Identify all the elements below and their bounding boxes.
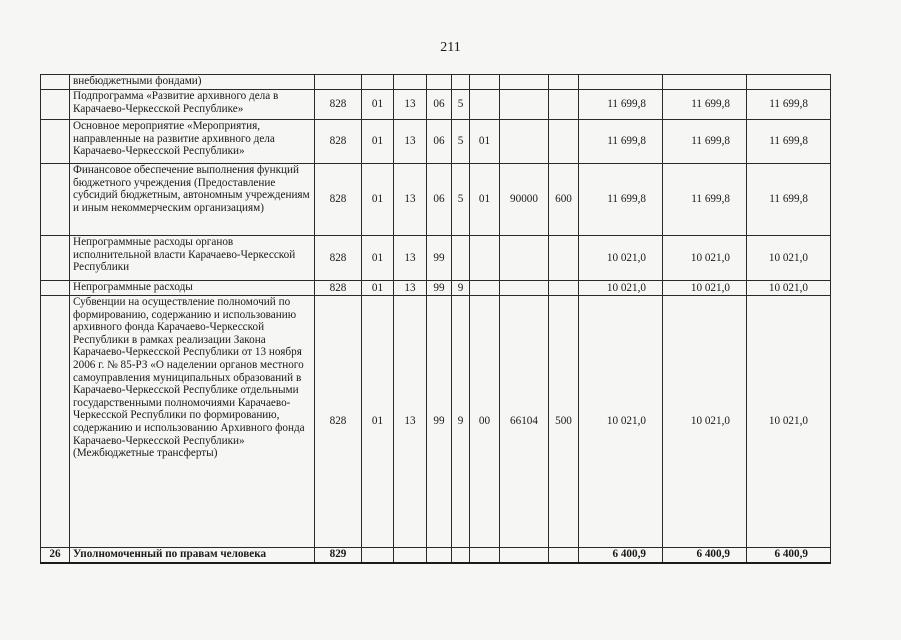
- section-code: [362, 75, 394, 90]
- subprogram-code: 5: [452, 120, 470, 164]
- page-number: 211: [440, 40, 461, 55]
- amount-year-1: [579, 75, 663, 90]
- expense-type-code: [549, 548, 579, 563]
- expense-type-code: [549, 281, 579, 296]
- amount-year-1: 10 021,0: [579, 236, 663, 281]
- event-code: [470, 281, 500, 296]
- subsection-code: 13: [394, 296, 427, 548]
- row-number: [41, 120, 70, 164]
- amount-year-2: 11 699,8: [663, 164, 747, 236]
- row-number: [41, 236, 70, 281]
- amount-year-3: [747, 75, 831, 90]
- row-name: Субвенции на осуществление полномочий по формированию, содержанию и использованию архивного фонда Карачаево-Черкесской Республики в рамках реализации Закона Карачаево-Черкесской Республики от 13 ноября 2006 г. № 85-РЗ «О наделении органов местного самоуправления муниципальных образований в Карачаево-Черкесской Республике отдельными государственными полномочиями Карачаево-Черкесской Республики по формированию, содержанию и использованию Архивного фонда Карачаево-Черкесской Республики» (Межбюджетные трансферты): [70, 296, 315, 548]
- subprogram-code: 5: [452, 164, 470, 236]
- direction-code: [500, 281, 549, 296]
- row-number: [41, 281, 70, 296]
- subprogram-code: 9: [452, 281, 470, 296]
- event-code: 01: [470, 164, 500, 236]
- amount-year-3: 11 699,8: [747, 164, 831, 236]
- expense-type-code: [549, 90, 579, 120]
- grbs-code: 828: [315, 281, 362, 296]
- amount-year-2: 11 699,8: [663, 120, 747, 164]
- grbs-code: 828: [315, 296, 362, 548]
- event-code: 00: [470, 296, 500, 548]
- row-number: [41, 75, 70, 90]
- subprogram-code: 9: [452, 296, 470, 548]
- grbs-code: 828: [315, 90, 362, 120]
- expense-type-code: [549, 236, 579, 281]
- program-code: [427, 548, 452, 563]
- budget-table: [40, 74, 831, 564]
- program-code: 99: [427, 281, 452, 296]
- program-code: 99: [427, 236, 452, 281]
- row-name: Непрограммные расходы органов исполнительной власти Карачаево-Черкесской Республики: [70, 236, 315, 281]
- amount-year-3: 11 699,8: [747, 120, 831, 164]
- table-row: [41, 75, 831, 90]
- amount-year-1: 6 400,9: [579, 548, 663, 563]
- amount-year-3: 6 400,9: [747, 548, 831, 563]
- direction-code: 90000: [500, 164, 549, 236]
- section-code: 01: [362, 90, 394, 120]
- amount-year-2: 11 699,8: [663, 90, 747, 120]
- program-code: 06: [427, 120, 452, 164]
- program-code: 99: [427, 296, 452, 548]
- expense-type-code: [549, 120, 579, 164]
- amount-year-3: 10 021,0: [747, 236, 831, 281]
- grbs-code: 829: [315, 548, 362, 563]
- subprogram-code: [452, 548, 470, 563]
- program-code: 06: [427, 164, 452, 236]
- table-row-total: [41, 548, 831, 563]
- table-row: [41, 281, 831, 296]
- expense-type-code: 500: [549, 296, 579, 548]
- row-name: Подпрограмма «Развитие архивного дела в Карачаево-Черкесской Республике»: [70, 90, 315, 120]
- row-number: [41, 164, 70, 236]
- direction-code: [500, 75, 549, 90]
- event-code: [470, 90, 500, 120]
- section-code: 01: [362, 164, 394, 236]
- row-number: [41, 90, 70, 120]
- amount-year-2: 10 021,0: [663, 296, 747, 548]
- amount-year-1: 11 699,8: [579, 164, 663, 236]
- subsection-code: 13: [394, 90, 427, 120]
- amount-year-1: 11 699,8: [579, 120, 663, 164]
- subsection-code: 13: [394, 281, 427, 296]
- expense-type-code: 600: [549, 164, 579, 236]
- event-code: [470, 236, 500, 281]
- row-number: [41, 296, 70, 548]
- direction-code: [500, 120, 549, 164]
- expense-type-code: [549, 75, 579, 90]
- row-name: Уполномоченный по правам человека: [70, 548, 315, 563]
- row-name: Финансовое обеспечение выполнения функций бюджетного учреждения (Предоставление субсидий бюджетным, автономным учреждениям и иным некоммерческим организациям): [70, 164, 315, 236]
- subsection-code: 13: [394, 164, 427, 236]
- subprogram-code: [452, 236, 470, 281]
- grbs-code: 828: [315, 120, 362, 164]
- amount-year-2: [663, 75, 747, 90]
- table-row: [41, 164, 831, 236]
- amount-year-3: 10 021,0: [747, 296, 831, 548]
- row-number: 26: [41, 548, 70, 563]
- amount-year-1: 10 021,0: [579, 296, 663, 548]
- event-code: 01: [470, 120, 500, 164]
- amount-year-2: 10 021,0: [663, 236, 747, 281]
- program-code: [427, 75, 452, 90]
- grbs-code: 828: [315, 236, 362, 281]
- amount-year-1: 10 021,0: [579, 281, 663, 296]
- row-name: внебюджетными фондами): [70, 75, 315, 90]
- section-code: 01: [362, 296, 394, 548]
- grbs-code: 828: [315, 164, 362, 236]
- table-row: [41, 120, 831, 164]
- amount-year-1: 11 699,8: [579, 90, 663, 120]
- table-row: [41, 236, 831, 281]
- event-code: [470, 75, 500, 90]
- direction-code: [500, 90, 549, 120]
- subsection-code: 13: [394, 236, 427, 281]
- row-name: Непрограммные расходы: [70, 281, 315, 296]
- direction-code: 66104: [500, 296, 549, 548]
- direction-code: [500, 548, 549, 563]
- program-code: 06: [427, 90, 452, 120]
- event-code: [470, 548, 500, 563]
- direction-code: [500, 236, 549, 281]
- section-code: [362, 548, 394, 563]
- amount-year-3: 10 021,0: [747, 281, 831, 296]
- subprogram-code: [452, 75, 470, 90]
- subsection-code: 13: [394, 120, 427, 164]
- section-code: 01: [362, 281, 394, 296]
- subsection-code: [394, 548, 427, 563]
- amount-year-2: 6 400,9: [663, 548, 747, 563]
- amount-year-3: 11 699,8: [747, 90, 831, 120]
- amount-year-2: 10 021,0: [663, 281, 747, 296]
- subsection-code: [394, 75, 427, 90]
- grbs-code: [315, 75, 362, 90]
- section-code: 01: [362, 236, 394, 281]
- table-row: [41, 90, 831, 120]
- table-row: [41, 296, 831, 548]
- section-code: 01: [362, 120, 394, 164]
- row-name: Основное мероприятие «Мероприятия, направленные на развитие архивного дела Карачаево-Черкесской Республики»: [70, 120, 315, 164]
- subprogram-code: 5: [452, 90, 470, 120]
